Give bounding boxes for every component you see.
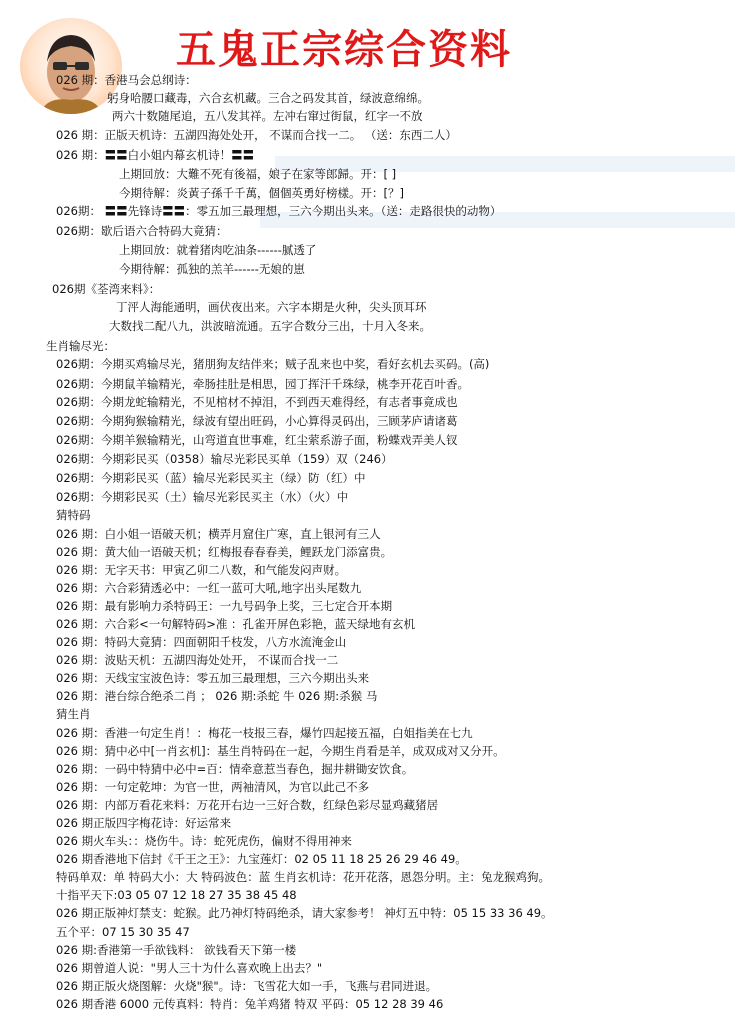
text-line: 大数找二配八九，洪波暗流通。五字合数分三出，十月入冬来。: [109, 319, 431, 333]
text-line: 026 期：六合彩猜透必中：一红一蓝可大吼,地字出头尾数九: [56, 581, 362, 595]
text-line: 026 期：黄大仙一语破天机；红梅报春春春美，鲤跃龙门添富贵。: [56, 545, 393, 559]
text-line: 026 期：一码中特猜中必中=百：情牵意惹当春色，掘井耕锄安饮食。: [56, 762, 414, 776]
text-line: 026 期:香港第一手欲钱料： 欲钱看天下第一楼: [56, 943, 297, 957]
text-line: 026期：歇后语六合特码大竟猜：: [56, 224, 228, 238]
text-line: 026 期：香港一句定生肖！：梅花一枝报三春，爆竹四起接五福，白姐指美在七九: [56, 726, 473, 740]
text-line: 026 期：内部万看花来料：万花开右边一三好合数，红绿色彩尽显鸡藏猪居: [56, 798, 439, 812]
text-line: 026 期香港 6000 元传真料：特肖：兔羊鸡猪 特双 平码：05 12 28 39 46: [56, 997, 444, 1011]
text-line: 026 期：港台综合绝杀二肖 ； 026 期:杀蛇 牛 026 期:杀猴 马: [56, 689, 378, 703]
text-line: 026 期火车头：：烧伤牛。诗：蛇死虎伤，偏财不得用神来: [56, 834, 352, 848]
text-line: 026 期：天线宝宝波色诗：零五加三最理想，三六今期出头来: [56, 671, 370, 685]
text-line: 猜特码: [56, 508, 91, 522]
text-line: 今期待解：炎黃子孫千千萬，個個英勇好榜樣。开：[？]: [119, 186, 404, 200]
text-line: 026 期：猜中必中[一肖玄机]：基生肖特码在一起，今期生肖看是羊，成双成对又分开。: [56, 744, 505, 758]
text-line: 026期：今期狗猴输精光，绿波有望出旺码，小心算得灵码出，三顾茅庐请诸葛: [56, 414, 458, 428]
text-line: 026 期：正版天机诗：五湖四海处处开， 不谋而合找一二。 （送：东西二人）: [56, 128, 457, 142]
text-line: 026 期曾道人说："男人三十为什么喜欢晚上出去？": [56, 961, 323, 975]
text-line: 026期：今期彩民买（0358）输尽光彩民买单（159）双（246）: [56, 452, 393, 466]
text-line: 026 期香港地下信封《千王之王》：九宝莲灯：02 05 11 18 25 26 29 46 49。: [56, 852, 467, 866]
text-line: 特码单双：单 特码大小：大 特码波色：蓝 生肖玄机诗：花开花落，恩怨分明。主：兔龙猴鸡狗。: [56, 870, 550, 884]
text-line: 五个平：07 15 30 35 47: [56, 925, 190, 939]
text-line: 026 期：香港马会总纲诗：: [56, 73, 197, 87]
text-line: 今期待解：孤独的羔羊------无娘的崽: [119, 262, 305, 276]
text-line: 026期：今期彩民买（土）输尽光彩民买主（水）（火）中: [56, 490, 349, 504]
text-line: 026期《荃湾来料》：: [52, 282, 161, 296]
text-line: 026 期：白小姐一语破天机；横弄月窟住广寒，直上银河有三人: [56, 527, 381, 541]
text-line: 026期： 〓〓先锋诗〓〓：零五加三最理想，三六今期出头来。（送：走路很快的动物）: [56, 204, 502, 218]
text-line: 猜生肖: [56, 707, 91, 721]
page-title: 五鬼正宗综合资料: [176, 26, 512, 73]
text-line: 026 期正版四字梅花诗：好运常来: [56, 816, 232, 830]
text-line: 026 期正版火烧图解：火烧"猴"。诗：飞雪花大如一手，飞燕与君同进退。: [56, 979, 438, 993]
text-line: 026 期：一句定乾坤：为官一世，两袖清风，为官以此己不多: [56, 780, 370, 794]
text-line: 026 期正版神灯禁支：蛇猴。此乃神灯特码绝杀，请大家参考！ 神灯五中特：05 15 33 36 49。: [56, 906, 553, 920]
text-line: 丁泙人海能通明，画伏夜出来。六字本期是火种，尖头顶耳环: [116, 300, 427, 314]
text-line: 026期：今期羊猴输精光，山弯道直世事难，红尘萦系游子面，粉蝶戏弄美人钗: [56, 433, 458, 447]
text-line: 026期：今期鼠羊输精光，牵肠挂肚是相思，园丁挥汗千珠绿，桃李开花百叶香。: [56, 377, 469, 391]
text-line: 026 期：无字天书：甲寅乙卯二八数，和气能发闷声财。: [56, 563, 347, 577]
text-line: 026期：今期买鸡输尽光，猪朋狗友结伴来；贼子乱来也中奖，看好玄机去买码。(高): [56, 357, 490, 371]
text-line: 生肖输尽光：: [46, 339, 115, 353]
text-line: 上期回放：就着猪肉吃油条------腻透了: [119, 243, 317, 257]
text-line: 两六十数随尾追，五八发其祥。左冲右窜过街鼠，红字一不放: [112, 109, 423, 123]
text-line: 十指平天下:03 05 07 12 18 27 35 38 45 48: [56, 888, 297, 902]
text-line: 026 期：特码大竟猜：四面朝阳千枝发，八方水流淹金山: [56, 635, 347, 649]
text-line: 躬身哈腰口藏毒，六合玄机藏。三合之码发其首，绿波意绵绵。: [107, 91, 429, 105]
text-line: 026 期：〓〓白小姐内幕玄机诗！〓〓: [56, 148, 255, 162]
text-line: 026 期：最有影响力杀特码王：一九号码争上奖，三七定合开本期: [56, 599, 393, 613]
text-line: 上期回放：大難不死有後福，娘子在家等郎歸。开：[ ]: [119, 167, 397, 181]
text-line: 026期：今期彩民买（蓝）输尽光彩民买主（绿）防（红）中: [56, 471, 366, 485]
text-line: 026期：今期龙蛇输精光，不见棺材不掉泪，不到西天难得经，有志者事竟成也: [56, 395, 458, 409]
text-line: 026 期：波贴天机：五湖四海处处开， 不谋而合找一二: [56, 653, 339, 667]
text-line: 026 期：六合彩<一句解特码>准 ：孔雀开屏色彩艳，蓝天绿地有玄机: [56, 617, 416, 631]
